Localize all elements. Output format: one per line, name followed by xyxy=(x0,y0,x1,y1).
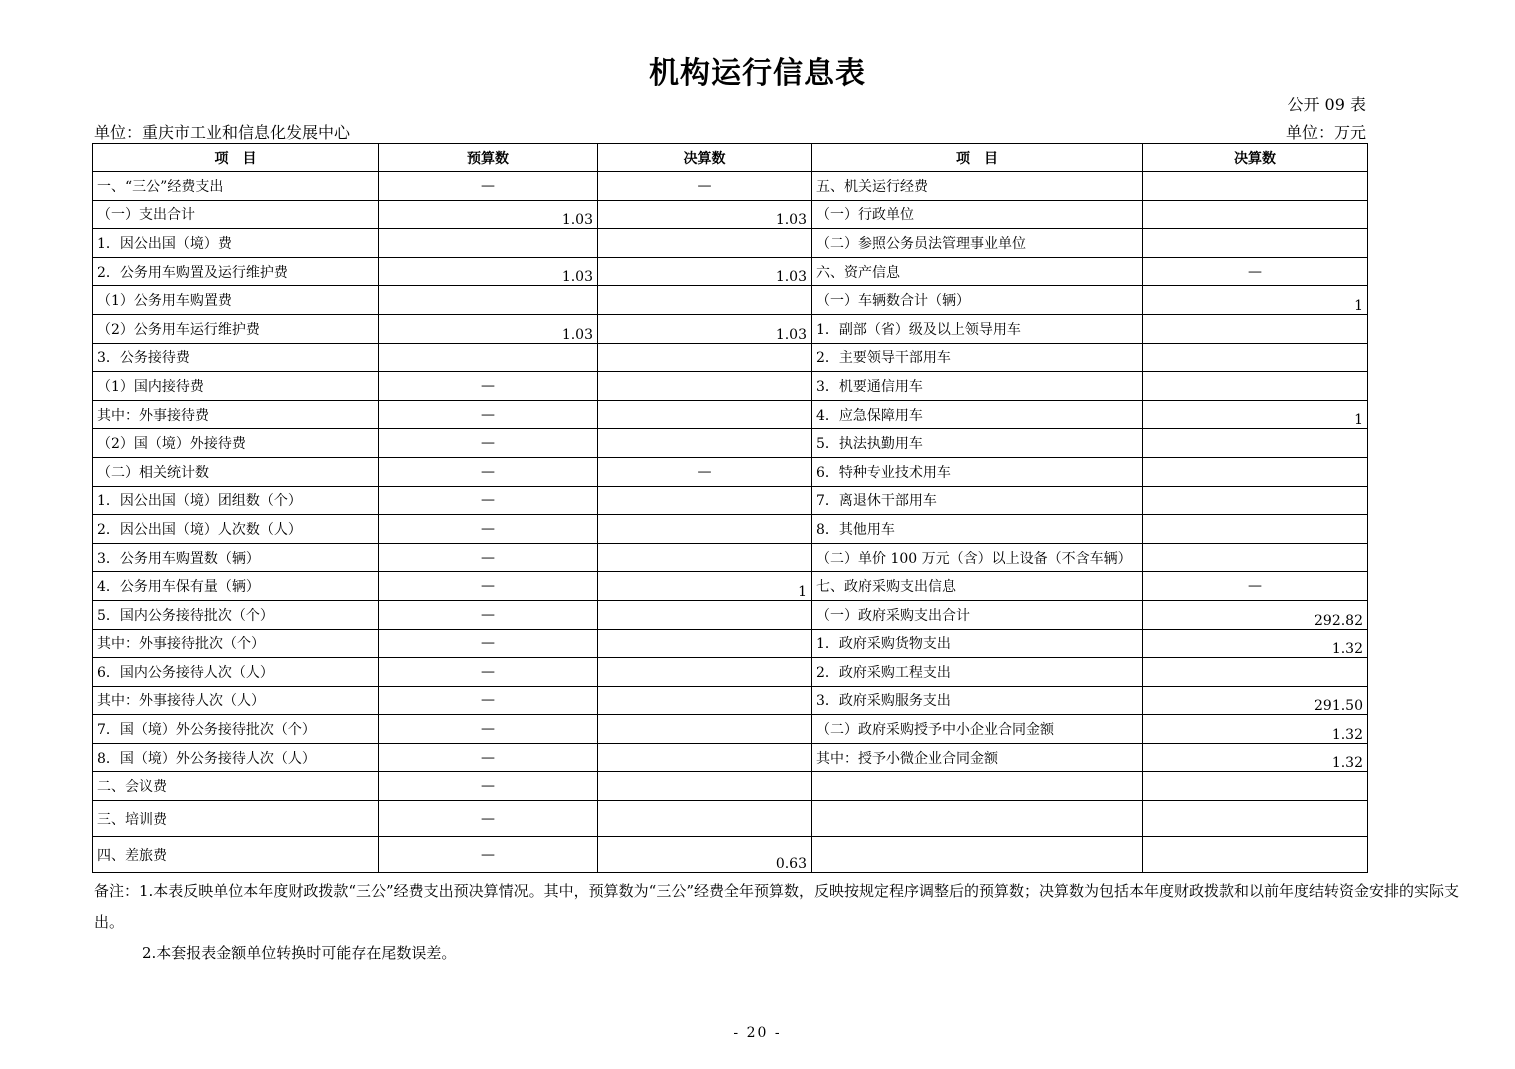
item-label-left: 1．因公出国（境）费 xyxy=(93,229,379,258)
header-final-left: 决算数 xyxy=(598,144,812,172)
notes xyxy=(94,876,1484,969)
final-cell-right xyxy=(1143,543,1368,572)
final-cell-right xyxy=(1143,486,1368,515)
reporting-unit: 单位：重庆市工业和信息化发展中心 xyxy=(94,123,351,142)
item-label-left: （1）公务用车购置费 xyxy=(93,286,379,315)
budget-cell xyxy=(379,343,598,372)
final-cell-right xyxy=(1143,515,1368,544)
final-cell-left: 1.03 xyxy=(598,314,812,343)
final-cell-right: — xyxy=(1143,572,1368,601)
budget-cell: — xyxy=(379,743,598,772)
budget-cell: — xyxy=(379,837,598,873)
item-label-left: （二）相关统计数 xyxy=(93,457,379,486)
currency-unit: 单位：万元 xyxy=(1285,123,1366,142)
item-label-right: 2．主要领导干部用车 xyxy=(812,343,1143,372)
item-label-right: 2．政府采购工程支出 xyxy=(812,658,1143,687)
budget-cell: — xyxy=(379,600,598,629)
note-1: 备注：1.本表反映单位本年度财政拨款“三公”经费支出预决算情况。其中，预算数为“三公”经费全年预算数，反映按规定程序调整后的预算数；决算数为包括本年度财政拨款和以前年度结转资金安排的实际支出。 xyxy=(94,882,1459,931)
item-label-right: （一）政府采购支出合计 xyxy=(812,600,1143,629)
final-cell-left xyxy=(598,343,812,372)
budget-cell: — xyxy=(379,543,598,572)
final-cell-left xyxy=(598,629,812,658)
item-label-left: 其中：外事接待人次（人） xyxy=(93,686,379,715)
item-label-right: （二）单价 100 万元（含）以上设备（不含车辆） xyxy=(812,543,1143,572)
final-cell-left xyxy=(598,429,812,458)
item-label-right: （二）政府采购授予中小企业合同金额 xyxy=(812,715,1143,744)
item-label-right: 7．离退休干部用车 xyxy=(812,486,1143,515)
budget-cell: — xyxy=(379,572,598,601)
final-cell-left xyxy=(598,486,812,515)
header-budget: 预算数 xyxy=(379,144,598,172)
table-row xyxy=(93,429,1368,458)
table-row xyxy=(93,715,1368,744)
table-row xyxy=(93,743,1368,772)
item-label-right: 8．其他用车 xyxy=(812,515,1143,544)
table-row xyxy=(93,801,1368,837)
item-label-left: 2．因公出国（境）人次数（人） xyxy=(93,515,379,544)
item-label-left: 二、会议费 xyxy=(93,772,379,801)
final-cell-right: 1 xyxy=(1143,400,1368,429)
item-label-right xyxy=(812,772,1143,801)
table-row xyxy=(93,515,1368,544)
item-label-left: 三、培训费 xyxy=(93,801,379,837)
info-table xyxy=(92,143,1368,873)
budget-cell: 1.03 xyxy=(379,314,598,343)
budget-cell: — xyxy=(379,629,598,658)
item-label-left: 其中：外事接待批次（个） xyxy=(93,629,379,658)
item-label-right xyxy=(812,837,1143,873)
item-label-left: 7．国（境）外公务接待批次（个） xyxy=(93,715,379,744)
item-label-right: 6．特种专业技术用车 xyxy=(812,457,1143,486)
final-cell-right xyxy=(1143,772,1368,801)
final-cell-left xyxy=(598,801,812,837)
item-label-right xyxy=(812,801,1143,837)
item-label-left: 2．公务用车购置及运行维护费 xyxy=(93,257,379,286)
item-label-right: 七、政府采购支出信息 xyxy=(812,572,1143,601)
final-cell-left xyxy=(598,600,812,629)
item-label-left: 8．国（境）外公务接待人次（人） xyxy=(93,743,379,772)
final-cell-right: 1 xyxy=(1143,286,1368,315)
budget-cell: 1.03 xyxy=(379,257,598,286)
final-cell-left: — xyxy=(598,457,812,486)
final-cell-left xyxy=(598,743,812,772)
final-cell-right: 1.32 xyxy=(1143,743,1368,772)
table-row xyxy=(93,400,1368,429)
table-row xyxy=(93,314,1368,343)
final-cell-right xyxy=(1143,314,1368,343)
item-label-left: （一）支出合计 xyxy=(93,200,379,229)
item-label-left: 4．公务用车保有量（辆） xyxy=(93,572,379,601)
final-cell-right xyxy=(1143,837,1368,873)
item-label-left: 6．国内公务接待人次（人） xyxy=(93,658,379,687)
budget-cell: — xyxy=(379,486,598,515)
final-cell-right xyxy=(1143,229,1368,258)
final-cell-left: 1.03 xyxy=(598,200,812,229)
item-label-left: 3．公务接待费 xyxy=(93,343,379,372)
final-cell-right: 291.50 xyxy=(1143,686,1368,715)
table-row xyxy=(93,572,1368,601)
header-item-right: 项 目 xyxy=(812,144,1143,172)
budget-cell: — xyxy=(379,400,598,429)
budget-cell: 1.03 xyxy=(379,200,598,229)
final-cell-right xyxy=(1143,372,1368,401)
final-cell-right xyxy=(1143,658,1368,687)
table-row xyxy=(93,457,1368,486)
table-row xyxy=(93,658,1368,687)
item-label-right: 3．机要通信用车 xyxy=(812,372,1143,401)
budget-cell: — xyxy=(379,686,598,715)
final-cell-left xyxy=(598,286,812,315)
table-row xyxy=(93,686,1368,715)
table-row xyxy=(93,543,1368,572)
final-cell-left: — xyxy=(598,172,812,201)
budget-cell: — xyxy=(379,772,598,801)
table-row xyxy=(93,629,1368,658)
header-item-left: 项 目 xyxy=(93,144,379,172)
item-label-right: 5．执法执勤用车 xyxy=(812,429,1143,458)
table-row xyxy=(93,837,1368,873)
table-header-row xyxy=(93,144,1368,172)
final-cell-right xyxy=(1143,343,1368,372)
item-label-right: （一）行政单位 xyxy=(812,200,1143,229)
item-label-left: 5．国内公务接待批次（个） xyxy=(93,600,379,629)
item-label-right: 1．副部（省）级及以上领导用车 xyxy=(812,314,1143,343)
budget-cell: — xyxy=(379,372,598,401)
budget-cell: — xyxy=(379,715,598,744)
final-cell-right xyxy=(1143,801,1368,837)
final-cell-left xyxy=(598,372,812,401)
budget-cell: — xyxy=(379,515,598,544)
item-label-right: 五、机关运行经费 xyxy=(812,172,1143,201)
final-cell-right: 1.32 xyxy=(1143,629,1368,658)
budget-cell: — xyxy=(379,429,598,458)
table-row xyxy=(93,600,1368,629)
final-cell-right: 292.82 xyxy=(1143,600,1368,629)
final-cell-left: 1.03 xyxy=(598,257,812,286)
table-row xyxy=(93,772,1368,801)
item-label-left: 四、差旅费 xyxy=(93,837,379,873)
table-row xyxy=(93,372,1368,401)
item-label-left: （2）国（境）外接待费 xyxy=(93,429,379,458)
final-cell-right: 1.32 xyxy=(1143,715,1368,744)
item-label-right: （一）车辆数合计（辆） xyxy=(812,286,1143,315)
final-cell-left xyxy=(598,543,812,572)
final-cell-right: — xyxy=(1143,257,1368,286)
final-cell-left xyxy=(598,686,812,715)
page-number: - 20 - xyxy=(733,1025,782,1041)
item-label-right: 1．政府采购货物支出 xyxy=(812,629,1143,658)
budget-cell: — xyxy=(379,457,598,486)
table-row xyxy=(93,286,1368,315)
budget-cell: — xyxy=(379,172,598,201)
item-label-left: 一、“三公”经费支出 xyxy=(93,172,379,201)
final-cell-right xyxy=(1143,457,1368,486)
header-final-right: 决算数 xyxy=(1143,144,1368,172)
table-row xyxy=(93,200,1368,229)
final-cell-right xyxy=(1143,200,1368,229)
final-cell-right xyxy=(1143,429,1368,458)
table-row xyxy=(93,257,1368,286)
item-label-right: 其中：授予小微企业合同金额 xyxy=(812,743,1143,772)
item-label-left: （2）公务用车运行维护费 xyxy=(93,314,379,343)
item-label-right: 4．应急保障用车 xyxy=(812,400,1143,429)
budget-cell xyxy=(379,229,598,258)
item-label-left: （1）国内接待费 xyxy=(93,372,379,401)
final-cell-left xyxy=(598,515,812,544)
final-cell-left xyxy=(598,658,812,687)
table-row xyxy=(93,229,1368,258)
table-row xyxy=(93,343,1368,372)
table-row xyxy=(93,172,1368,201)
final-cell-left: 0.63 xyxy=(598,837,812,873)
budget-cell: — xyxy=(379,801,598,837)
item-label-left: 1．因公出国（境）团组数（个） xyxy=(93,486,379,515)
item-label-right: 六、资产信息 xyxy=(812,257,1143,286)
final-cell-left xyxy=(598,715,812,744)
budget-cell xyxy=(379,286,598,315)
table-row xyxy=(93,486,1368,515)
item-label-left: 3．公务用车购置数（辆） xyxy=(93,543,379,572)
final-cell-right xyxy=(1143,172,1368,201)
form-number: 公开 09 表 xyxy=(1287,95,1366,114)
final-cell-left xyxy=(598,229,812,258)
item-label-right: （二）参照公务员法管理事业单位 xyxy=(812,229,1143,258)
item-label-right: 3．政府采购服务支出 xyxy=(812,686,1143,715)
final-cell-left xyxy=(598,772,812,801)
page-title: 机构运行信息表 xyxy=(649,56,866,91)
note-2: 2.本套报表金额单位转换时可能存在尾数误差。 xyxy=(142,944,457,962)
item-label-left: 其中：外事接待费 xyxy=(93,400,379,429)
budget-cell: — xyxy=(379,658,598,687)
final-cell-left xyxy=(598,400,812,429)
final-cell-left: 1 xyxy=(598,572,812,601)
